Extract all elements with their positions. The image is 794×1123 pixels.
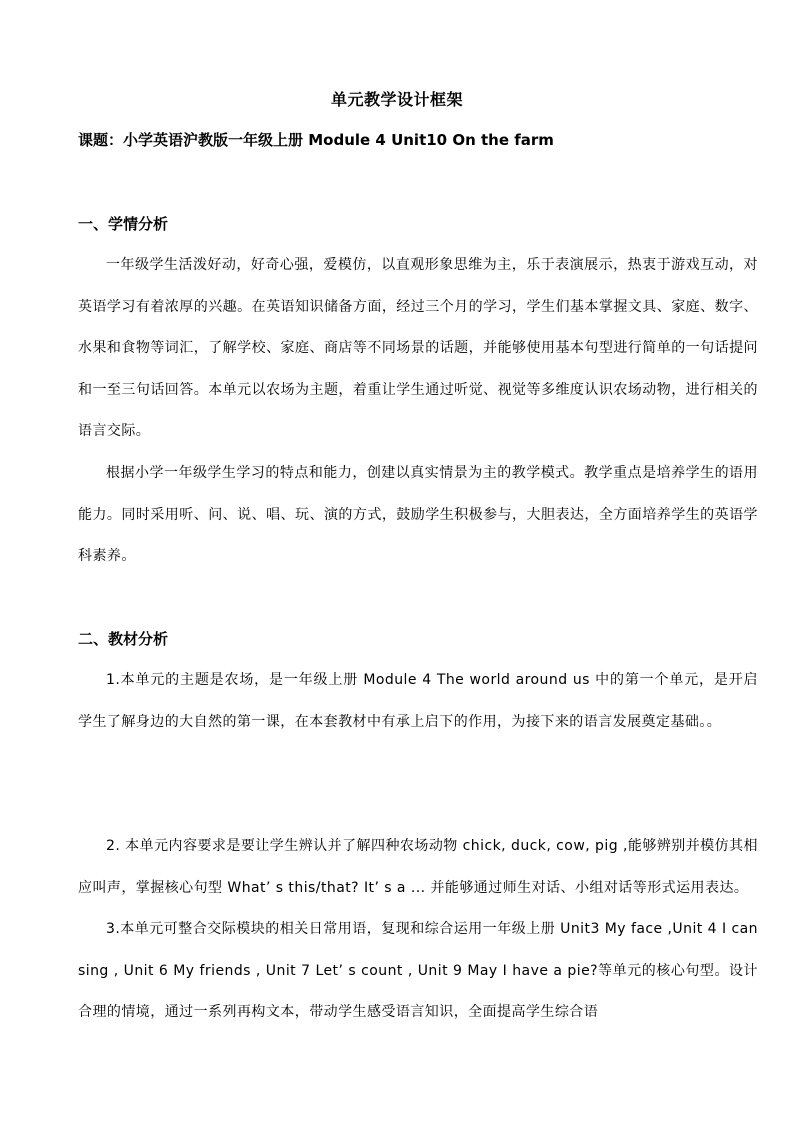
- document-title: 单元教学设计框架: [330, 90, 463, 109]
- paragraph-student-analysis-1: 一年级学生活泼好动，好奇心强，爱模仿，以直观形象思维为主，乐于表演展示，热衷于游戏互动，对英语学习有着浓厚的兴趣。在英语知识储备方面，经过三个月的学习，学生们基本掌握文具、家庭、数字、水果和食物等词汇，了解学校、家庭、商店等不同场景的话题，并能够使用基本句型进行简单的一句话提问和一至三句话回答。本单元以农场为主题，着重让学生通过听觉、视觉等多维度认识农场动物，进行相关的语言交际。: [78, 257, 758, 440]
- paragraph-textbook-analysis-2: 2. 本单元内容要求是要让学生辨认并了解四种农场动物 chick, duck, cow, pig ,能够辨别并模仿其相应叫声，掌握核心句型 What’ s this/that? It’ s a ... 并能够通过师生对话、小组对话等形式运用表达。: [78, 838, 758, 896]
- section-heading-student-analysis: 一、学情分析: [78, 215, 169, 233]
- paragraph-textbook-analysis-3: 3.本单元可整合交际模块的相关日常用语，复现和综合运用一年级上册 Unit3 My face ,Unit 4 I can sing , Unit 6 My friends , Unit 7 Let’ s count , Unit 9 May I have a pie?等单元的核心句型。设计合理的情境，通过一系列再构文本，带动学生感受语言知识，全面提高学生综合语: [78, 921, 758, 1021]
- paragraph-textbook-analysis-1: 1.本单元的主题是农场，是一年级上册 Module 4 The world around us 中的第一个单元，是开启学生了解身边的大自然的第一课，在本套教材中有承上启下的作用，为接下来的语言发展奠定基础。。: [78, 672, 758, 730]
- section-heading-textbook-analysis: 二、教材分析: [78, 630, 169, 648]
- paragraph-student-analysis-2: 根据小学一年级学生学习的特点和能力，创建以真实情景为主的教学模式。教学重点是培养学生的语用能力。同时采用听、问、说、唱、玩、演的方式，鼓励学生积极参与，大胆表达，全方面培养学生的英语学科素养。: [78, 465, 758, 565]
- lesson-subject: 课题：小学英语沪教版一年级上册 Module 4 Unit10 On the farm: [78, 131, 554, 149]
